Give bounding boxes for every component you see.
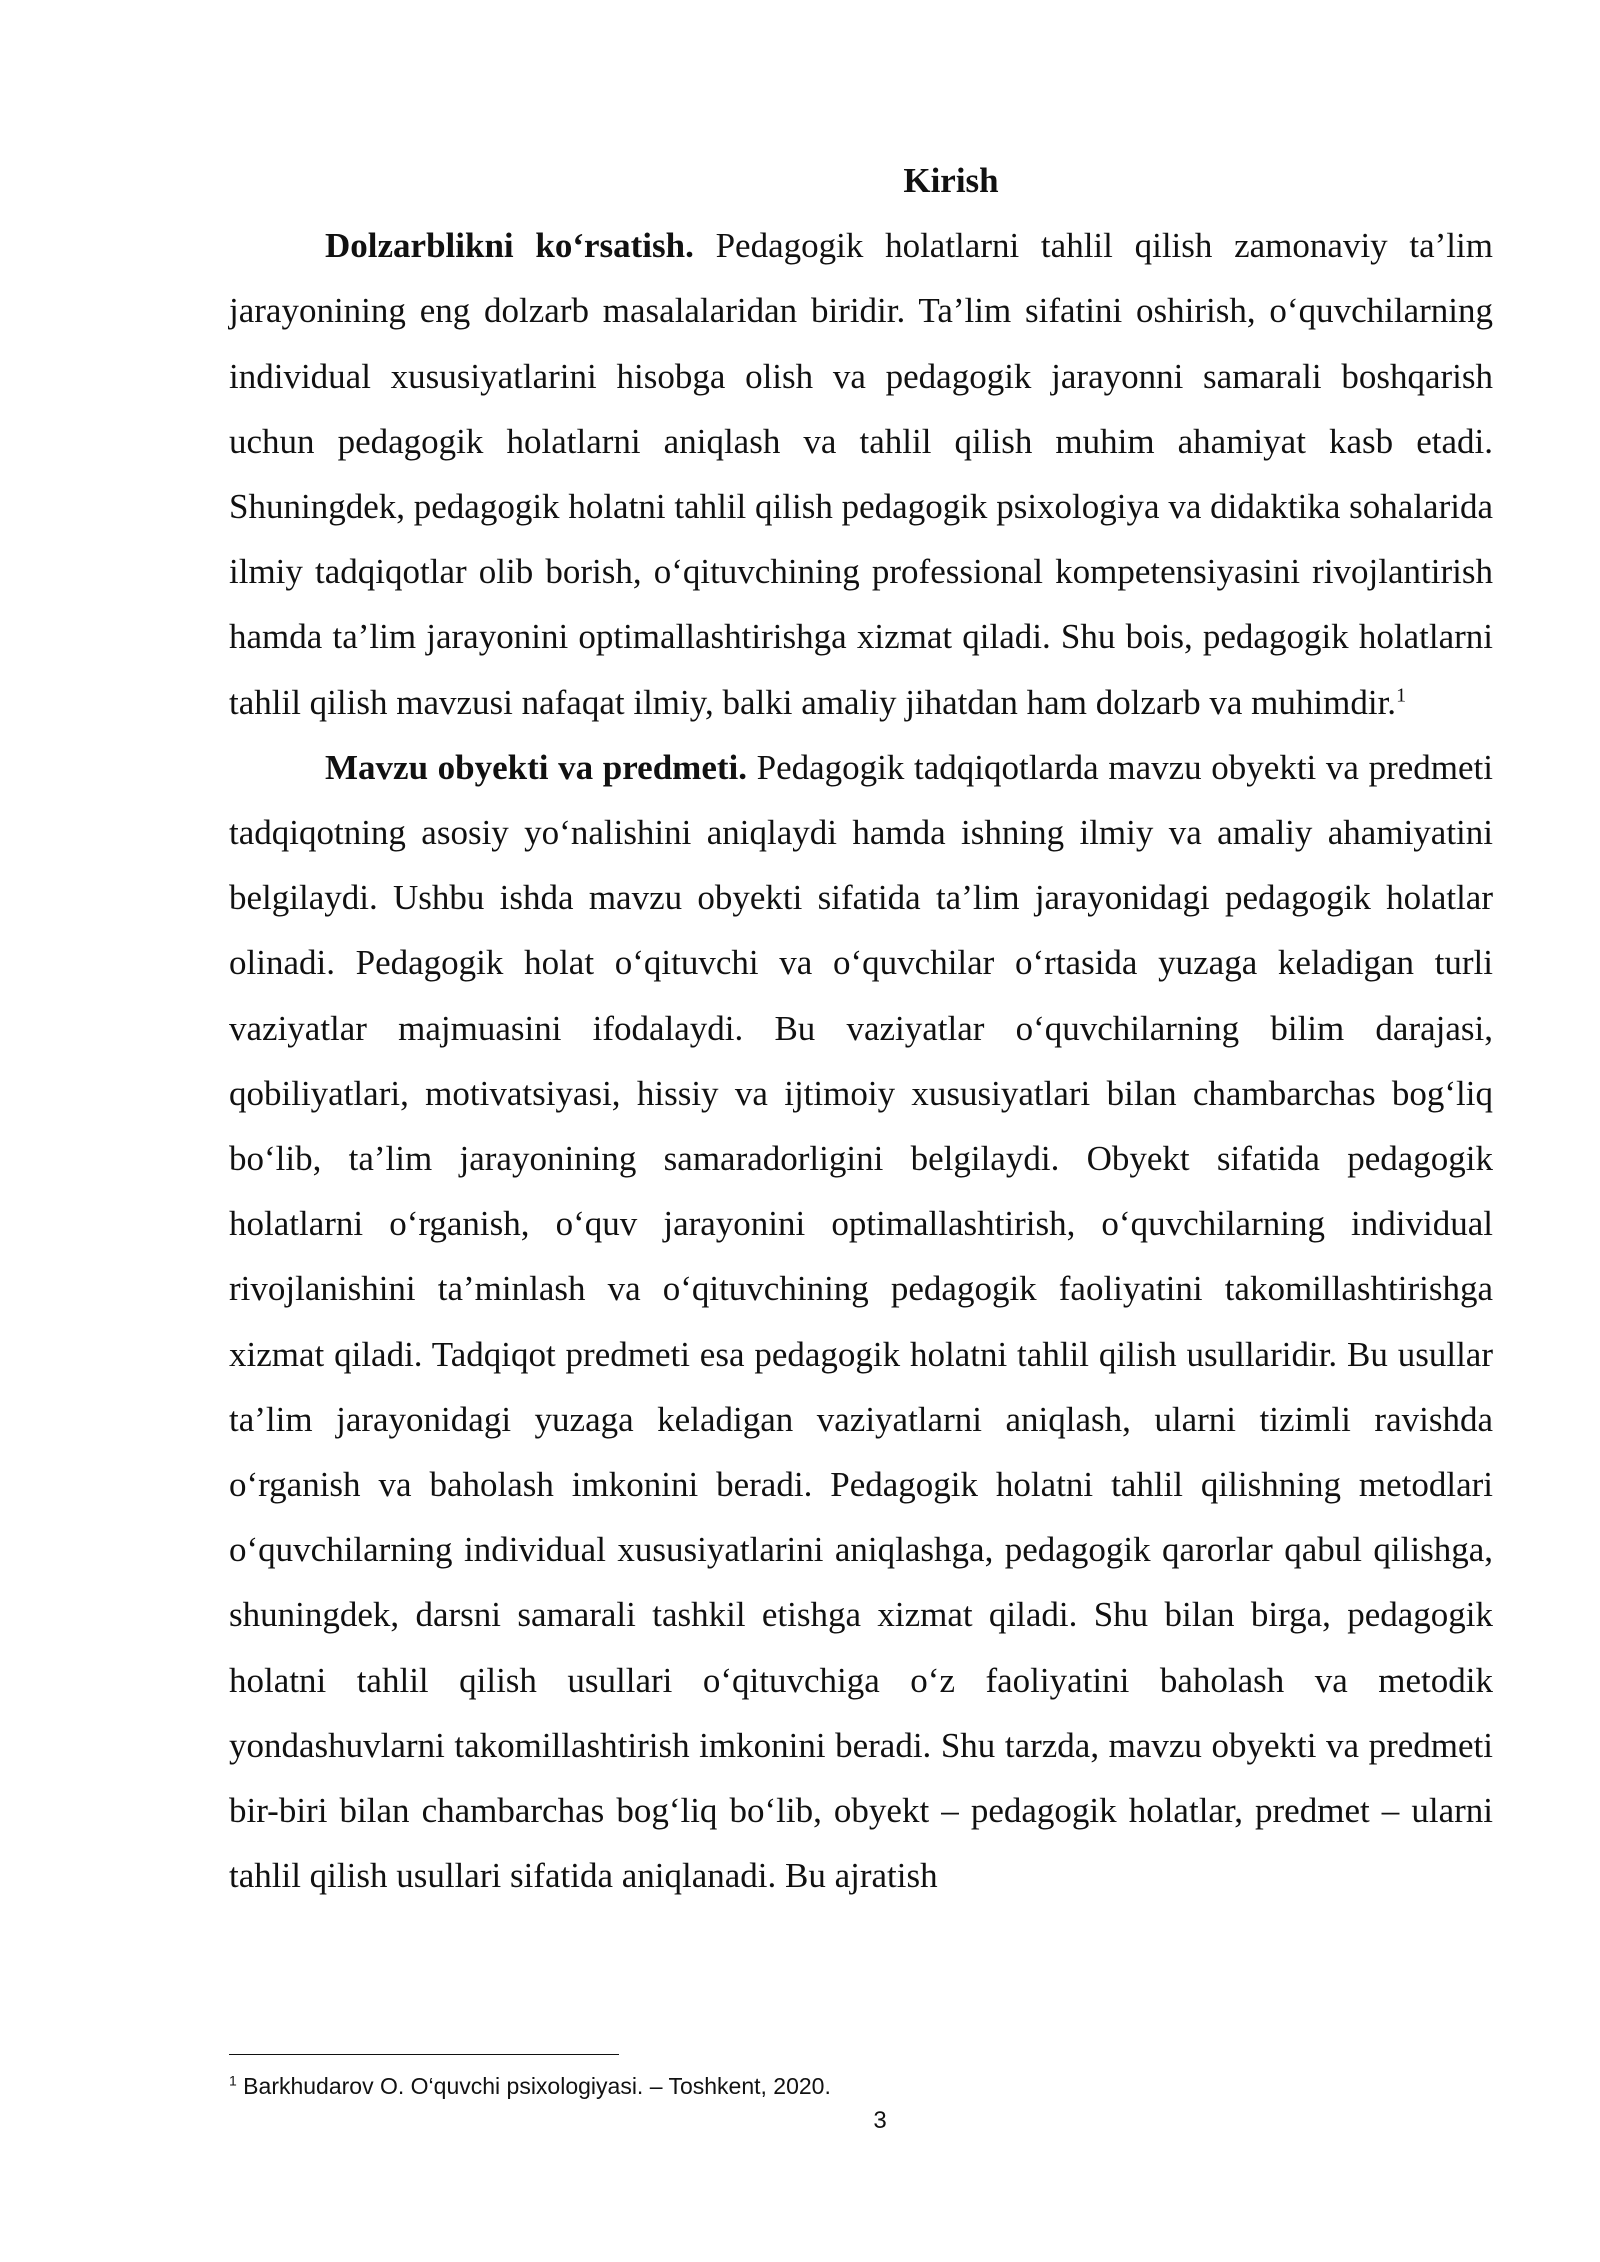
- footnote-number: 1: [229, 2072, 237, 2089]
- footnote: [229, 2072, 1493, 2100]
- paragraph-object-subject: [229, 735, 1493, 1909]
- paragraph-relevance: [229, 213, 1493, 735]
- paragraph-text: Pedagogik holatlarni tahlil qilish zamonaviy ta’lim jarayonining eng dolzarb masalalaridan biridir. Ta’lim sifatini oshirish, o‘quvchilarning individual xususiyatlarini hisobga olish va pedagogik jarayonni samarali boshqarish uchun pedagogik holatlarni aniqlash va tahlil qilish muhim ahamiyat kasb etadi. Shuningdek, pedagogik holatni tahlil qilish pedagogik psixologiya va didaktika sohalarida ilmiy tadqiqotlar olib borish, o‘qituvchining professional kompetensiyasini rivojlantirish hamda ta’lim jarayonini optimallashtirishga xizmat qiladi. Shu bois, pedagogik holatlarni tahlil qilish mavzusi nafaqat ilmiy, balki amaliy jihatdan ham dolzarb va muhimdir.: [229, 226, 1493, 722]
- paragraph-lead: Mavzu obyekti va predmeti.: [325, 747, 747, 787]
- page-number: 3: [873, 2107, 887, 2134]
- footnote-text: Barkhudarov O. O‘quvchi psixologiyasi. – Toshkent, 2020.: [236, 2073, 831, 2099]
- paragraph-text: Pedagogik tadqiqotlarda mavzu obyekti va predmeti tadqiqotning asosiy yo‘nalishini aniqlaydi hamda ishning ilmiy va amaliy ahamiyatini belgilaydi. Ushbu ishda mavzu obyekti sifatida ta’lim jarayonidagi pedagogik holatlar olinadi. Pedagogik holat o‘qituvchi va o‘quvchilar o‘rtasida yuzaga keladigan turli vaziyatlar majmuasini ifodalaydi. Bu vaziyatlar o‘quvchilarning bilim darajasi, qobiliyatlari, motivatsiyasi, hissiy va ijtimoiy xususiyatlari bilan chambarchas bog‘liq bo‘lib, ta’lim jarayonining samaradorligini belgilaydi. Obyekt sifatida pedagogik holatlarni o‘rganish, o‘quv jarayonini optimallashtirish, o‘quvchilarning individual rivojlanishini ta’minlash va o‘qituvchining pedagogik faoliyatini takomillashtirishga xizmat qiladi. Tadqiqot predmeti esa pedagogik holatni tahlil qilish usullaridir. Bu usullar ta’lim jarayonidagi yuzaga keladigan vaziyatlarni aniqlash, ularni tizimli ravishda o‘rganish va baholash imkonini beradi. Pedagogik holatni tahlil qilishning metodlari o‘quvchilarning individual xususiyatlarini aniqlashga, pedagogik qarorlar qabul qilishga, shuningdek, darsni samarali tashkil etishga xizmat qiladi. Shu bilan birga, pedagogik holatni tahlil qilish usullari o‘qituvchiga o‘z faoliyatini baholash va metodik yondashuvlarni takomillashtirish imkonini beradi. Shu tarzda, mavzu obyekti va predmeti bir-biri bilan chambarchas bog‘liq bo‘lib, obyekt – pedagogik holatlar, predmet – ularni tahlil qilish usullari sifatida aniqlanadi. Bu ajratish: [229, 747, 1493, 1896]
- document-body: [229, 148, 1493, 1908]
- section-heading: Kirish: [903, 161, 999, 200]
- paragraph-lead: Dolzarblikni ko‘rsatish.: [325, 226, 694, 266]
- footnote-separator: [229, 2054, 619, 2055]
- footnote-reference[interactable]: 1: [1396, 683, 1407, 706]
